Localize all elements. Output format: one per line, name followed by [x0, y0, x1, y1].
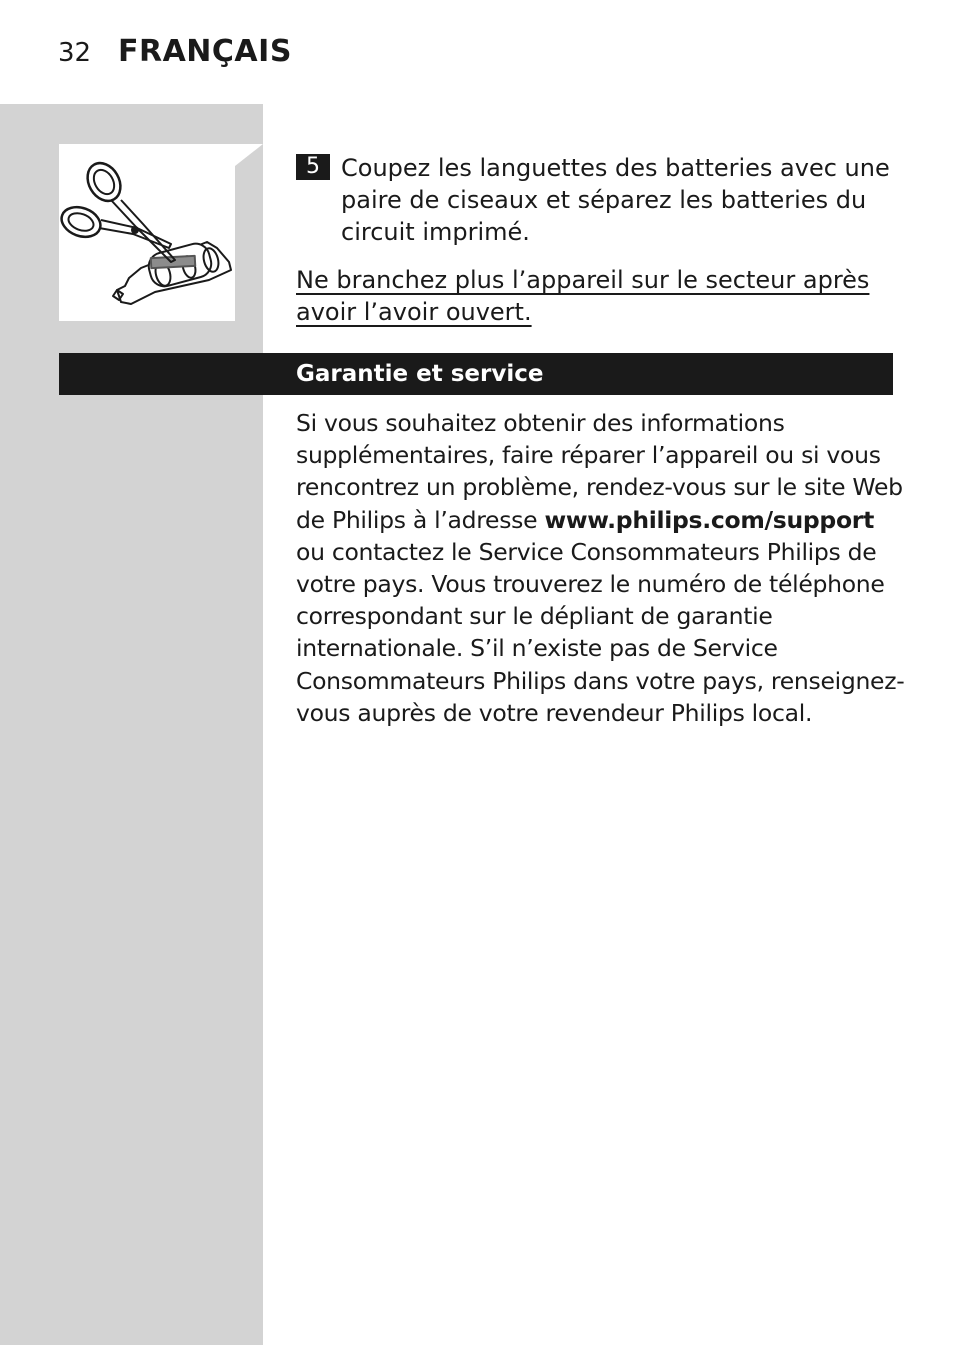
- warning-underlined: Ne branchez plus l’appareil sur le secteur après avoir l’avoir ouvert.: [296, 266, 870, 326]
- page-number: 32: [58, 38, 92, 68]
- section-body: [296, 407, 906, 729]
- support-link[interactable]: www.philips.com/support: [544, 505, 875, 534]
- section-title: Garantie et service: [296, 361, 544, 387]
- scissors-cutting-battery-icon: [59, 144, 235, 321]
- language-title: FRANÇAIS: [118, 34, 292, 69]
- step-text: Coupez les languettes des batteries avec une paire de ciseaux et séparez les batteries du circuit imprimé.: [341, 154, 890, 246]
- warning-text: [296, 264, 896, 328]
- illustration-pointer: [235, 144, 263, 166]
- step-instruction: [296, 152, 896, 248]
- step-number-badge: 5: [296, 154, 330, 180]
- body-text-after: ou contactez le Service Consommateurs Philips de votre pays. Vous trouverez le numéro de téléphone correspondant sur le dépliant de garantie internationale. S’il n’existe pas de Service Consommateurs Philips dans votre pays, renseignez-vous auprès de votre revendeur Philips local.: [296, 537, 905, 727]
- illustration: [59, 144, 235, 321]
- body-text-before: Si vous souhaitez obtenir des informations supplémentaires, faire réparer l’appareil ou si vous rencontrez un problème, rendez-vous sur le site Web de Philips à l’adresse: [296, 409, 903, 534]
